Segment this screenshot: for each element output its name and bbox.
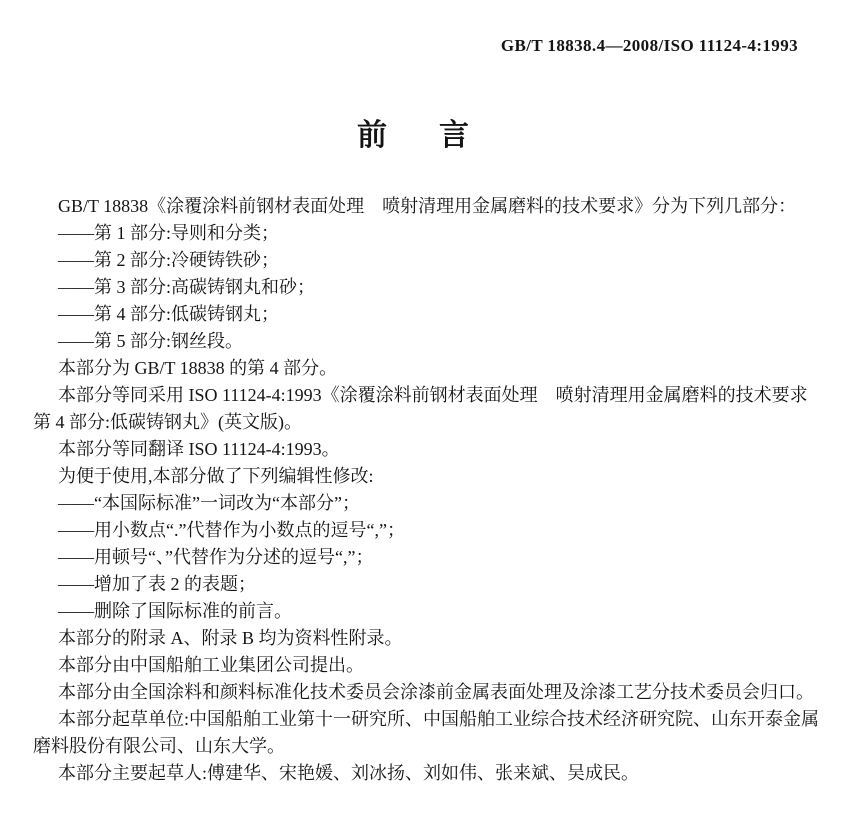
body-line: GB/T 18838《涂覆涂料前钢材表面处理 喷射清理用金属磨料的技术要求》分为下列几部分： xyxy=(58,196,797,216)
body-line: 本部分起草单位:中国船舶工业第十一研究所、中国船舶工业综合技术经济研究院、山东开泰金属 xyxy=(58,709,819,729)
body-line: 本部分的附录 A、附录 B 均为资料性附录。 xyxy=(58,628,403,648)
body-line: 本部分为 GB/T 18838 的第 4 部分。 xyxy=(58,358,338,378)
body-line: ——增加了表 2 的表题； xyxy=(58,574,256,594)
body-line: 本部分由全国涂料和颜料标准化技术委员会涂漆前金属表面处理及涂漆工艺分技术委员会归口。 xyxy=(58,682,814,702)
body-line: ——第 3 部分:高碳铸钢丸和砂； xyxy=(58,277,315,297)
body-line: ——用小数点“.”代替作为小数点的逗号“,”； xyxy=(58,520,405,540)
body-line: ——第 2 部分:冷硬铸铁砂； xyxy=(58,250,280,270)
body-line: 本部分等同翻译 ISO 11124-4:1993。 xyxy=(58,439,340,459)
body-line: ——第 1 部分:导则和分类； xyxy=(58,223,280,243)
body-line: 本部分主要起草人:傅建华、宋艳媛、刘冰扬、刘如伟、张来斌、吴成民。 xyxy=(58,763,639,783)
foreword-body xyxy=(33,193,823,787)
body-line: ——用顿号“、”代替作为分述的逗号“,”； xyxy=(58,547,374,567)
body-line: ——“本国际标准”一词改为“本部分”； xyxy=(58,493,360,513)
body-line: 磨料股份有限公司、山东大学。 xyxy=(33,736,285,756)
body-line: ——删除了国际标准的前言。 xyxy=(58,601,292,621)
body-line: 为便于使用,本部分做了下列编辑性修改: xyxy=(58,466,374,486)
body-line: ——第 4 部分:低碳铸钢丸； xyxy=(58,304,280,324)
foreword-title xyxy=(0,110,843,154)
foreword-title-char-1: 前 xyxy=(357,119,387,152)
body-line: 第 4 部分:低碳铸钢丸》(英文版)。 xyxy=(33,412,302,432)
standard-number-header: GB/T 18838.4—2008/ISO 11124-4:1993 xyxy=(500,36,798,55)
body-line: ——第 5 部分:钢丝段。 xyxy=(58,331,244,351)
body-line: 本部分由中国船舶工业集团公司提出。 xyxy=(58,655,364,675)
body-line: 本部分等同采用 ISO 11124-4:1993《涂覆涂料前钢材表面处理 喷射清理用金属磨料的技术要求 xyxy=(58,385,808,405)
foreword-title-char-2: 言 xyxy=(439,119,469,152)
